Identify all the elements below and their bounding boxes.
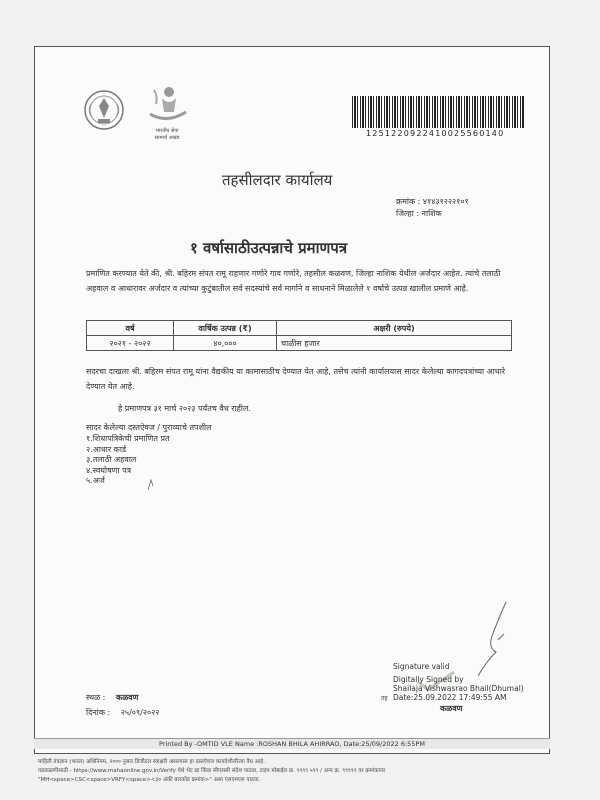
signature-place: कळवण <box>440 704 463 713</box>
certificate-title: १ वर्षासाठीउत्पन्नाचे प्रमाणपत्र <box>190 239 348 257</box>
reference-number: क्रमांक : ४१४३१२२२१०१ <box>396 197 469 206</box>
digital-signature-line-3: Date:25.09.2022 17:49:55 AM <box>393 693 507 702</box>
logo-caption-line-1: भारतीय सेवा <box>155 128 179 134</box>
state-emblem-icon <box>82 86 126 134</box>
pen-mark-icon <box>146 478 154 492</box>
cell-income: ४०,००० <box>174 336 277 351</box>
reference-block <box>396 196 469 220</box>
list-item: ४.स्वघोषणा पत्र <box>86 465 132 475</box>
date-row <box>86 705 159 720</box>
table-header-row <box>87 321 512 336</box>
cell-in-words: चाळीस हजार <box>277 336 512 351</box>
documents-list <box>86 434 170 487</box>
table-row <box>87 336 512 351</box>
digital-signature-line-2: Shailaja Vishwasrao Bhail(Dhumal) <box>393 684 524 693</box>
list-item: २.आधार कार्ड <box>86 444 127 454</box>
place-date-block <box>86 690 159 720</box>
validity-text: हे प्रमाणपत्र ३१ मार्च २०२३ पर्यंतच वैध राहील. <box>118 404 251 413</box>
footer-line-1: माहिती तंत्रज्ञान (भारत) अधिनियम, २००० नुसार डिजीटल स्वाक्षरी असल्यास हा दस्तऐवज कायदेशीररित्या वैध आहे. <box>38 759 265 765</box>
printed-by-bar: Printed By -OMTID VLE Name :ROSHAN BHILA AHIRRAO, Date:25/09/2022 6:55PM <box>34 738 550 749</box>
date-value: २५/०९/२०२२ <box>120 708 160 717</box>
footer-line-2: पडताळणीसाठी - https://www.mahaonline.gov.in/Verify येथे भेट द्या किंवा सीएससी संदेश पाठवा, टाइप मोबाईल क्र. ९९९९ ५९९ / अन्य क्र. ९९९९९ वर क्रमांकावर <box>38 768 386 774</box>
footer-line-3: "MH<space>CSC<space>VRFY<space><३० अंकी बारकोड क्रमांक>" असा एसएमएस पाठवा. <box>38 777 261 783</box>
footer-notes <box>38 758 558 785</box>
list-item: १.शिधापत्रिकेची प्रमाणित प्रत <box>86 434 170 443</box>
documents-heading: सादर केलेल्या दस्तऐवज / पुराव्याचे तपशील <box>86 423 212 432</box>
place-value: कळवण <box>115 693 139 702</box>
logo-caption <box>142 128 192 142</box>
stamp-text: तह <box>381 695 388 702</box>
date-label: दिनांक : <box>86 708 111 717</box>
digital-signature-block <box>393 675 524 702</box>
office-title: तहसीलदार कार्यालय <box>222 171 333 189</box>
service-logo <box>142 82 192 144</box>
certificate-intro: प्रमाणित करण्यात येते की, श्री. बहिरम संपत रामू राहणार गणोरे गाव गणोरे, तहसील कळवण, जिल्हा नाशिक येथील अर्जदार आहेत. त्यांचे तलाठी अहवाल व आधारावर अर्जदार व त्यांच्या कुटुंबातील सर्व सदस्यांचे सर्व मार्गाने व साधनाने मिळालेले १ वर्षाचे उत्पन्न खालील प्रमाणे आहे. <box>86 269 501 293</box>
hands-logo-icon <box>142 82 192 128</box>
place-label: स्थळ : <box>86 693 106 702</box>
header-in-words: अक्षरी (रुपये) <box>277 321 512 336</box>
logo-caption-line-2: सामर्थ्य अखंड <box>154 135 180 141</box>
barcode <box>352 96 524 128</box>
income-table <box>86 320 512 351</box>
header-annual-income: वार्षिक उत्पन्न (₹) <box>174 321 277 336</box>
purpose-text: सदरचा दाखला श्री. बहिरम संपत रामू यांना वैद्यकीय या कामासाठीच देण्यात येत आहे, तसेच त्यांनी कार्यालयास सादर केलेल्या कागदपत्रांच्या आधारे देण्यात येत आहे. <box>86 367 506 391</box>
handwritten-mark-icon <box>468 600 512 680</box>
cell-year: २०२१ - २०२२ <box>87 336 174 351</box>
list-item: ३.तलाठी अहवाल <box>86 455 137 464</box>
digital-signature-line-1: Digitally Signed by <box>393 675 464 684</box>
district: जिल्हा : नाशिक <box>396 209 442 218</box>
signature-valid-label: Signature valid <box>393 662 450 671</box>
barcode-number: 1251220922410025560140 <box>366 129 505 138</box>
header-year: वर्ष <box>87 321 174 336</box>
place-row <box>86 690 159 705</box>
list-item: ५.अर्ज <box>86 476 105 485</box>
